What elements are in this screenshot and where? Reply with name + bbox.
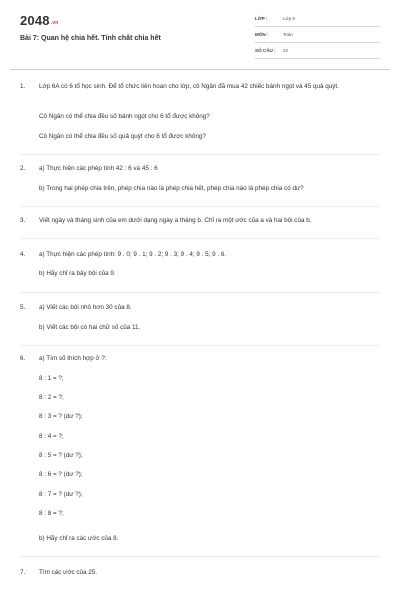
header-divider — [10, 69, 390, 70]
question-line: 8 : 2 = ?; — [39, 394, 64, 401]
meta-value: 22 — [283, 48, 289, 53]
question-line: b) Hãy chỉ ra các ước của 8. — [39, 535, 119, 542]
question-line: a) Thực hiện các phép tính: 9 . 0; 9 . 1; 9 . 2; 9 . 3; 9 . 4; 9 . 5; 9 . 6. — [39, 251, 227, 258]
question-line: 8 : 8 = ?; — [39, 510, 64, 517]
question-divider — [20, 154, 380, 155]
meta-value: Toán — [283, 32, 293, 37]
page-title: Bài 7: Quan hệ chia hết. Tính chất chia hết — [20, 35, 161, 42]
question-line: 8 : 3 = ? (dư ?); — [39, 413, 83, 420]
question-divider — [20, 292, 380, 293]
meta-value: Lớp 6 — [283, 16, 295, 21]
question-line: b) Trong hai phép chia trên, phép chia nào là phép chia hết, phép chia nào là phép chia có dư? — [39, 185, 304, 192]
question-line: b) Hãy chỉ ra bảy bội của 9. — [39, 270, 116, 277]
meta-row-class — [255, 12, 380, 27]
meta-key: MÔN : — [255, 32, 269, 37]
question-line: Cô Ngân có thể chia đều số bánh ngọt cho 6 tổ được không? — [39, 113, 210, 120]
question-line: 8 : 6 = ? (dư ?); — [39, 471, 83, 478]
question-line: Tìm các ước của 25. — [39, 569, 98, 576]
question-number: 4. — [20, 251, 26, 258]
question-line: b) Viết các bội có hai chữ số của 11. — [39, 324, 141, 331]
question-line: 8 : 5 = ? (dư ?); — [39, 452, 83, 459]
question-line: a) Viết các bội nhỏ hơn 30 của 8. — [39, 304, 132, 311]
question-number: 6. — [20, 355, 26, 362]
question-line: 8 : 7 = ? (dư ?); — [39, 491, 83, 498]
question-line: a) Tìm số thích hợp ở ?: — [39, 355, 107, 362]
meta-row-question-count — [255, 44, 380, 59]
question-line: 8 : 4 = ?; — [39, 433, 64, 440]
question-number: 3. — [20, 217, 26, 224]
question-divider — [20, 345, 380, 346]
meta-key: SỐ CÂU : — [255, 48, 276, 53]
question-number: 1. — [20, 83, 26, 90]
question-line: a) Thực hiện các phép tính 42 : 6 và 45 : 6 — [39, 165, 158, 172]
question-number: 5. — [20, 304, 26, 311]
question-line: Cô Ngân có thể chia đều số quả quýt cho 6 tổ được không? — [39, 133, 206, 140]
logo-text: 2048 — [20, 13, 50, 28]
question-divider — [20, 206, 380, 207]
site-logo[interactable] — [20, 13, 59, 28]
logo-suffix: .vn — [50, 20, 59, 26]
question-number: 7. — [20, 569, 26, 576]
question-divider — [20, 556, 380, 557]
page-header — [0, 0, 400, 64]
meta-row-subject — [255, 28, 380, 43]
question-line: Lớp 6A có 6 tổ học sinh. Để tổ chức liên hoan cho lớp, cô Ngân đã mua 42 chiếc bánh ngọt và 45 quả quýt. — [39, 83, 339, 90]
question-divider — [20, 238, 380, 239]
question-line: 8 : 1 = ?; — [39, 375, 64, 382]
question-number: 2. — [20, 165, 26, 172]
question-line: Viết ngày và tháng sinh của em dưới dạng ngày a tháng b. Chỉ ra một ước của a và hai bội của b. — [39, 217, 312, 224]
meta-key: LỚP : — [255, 16, 268, 21]
